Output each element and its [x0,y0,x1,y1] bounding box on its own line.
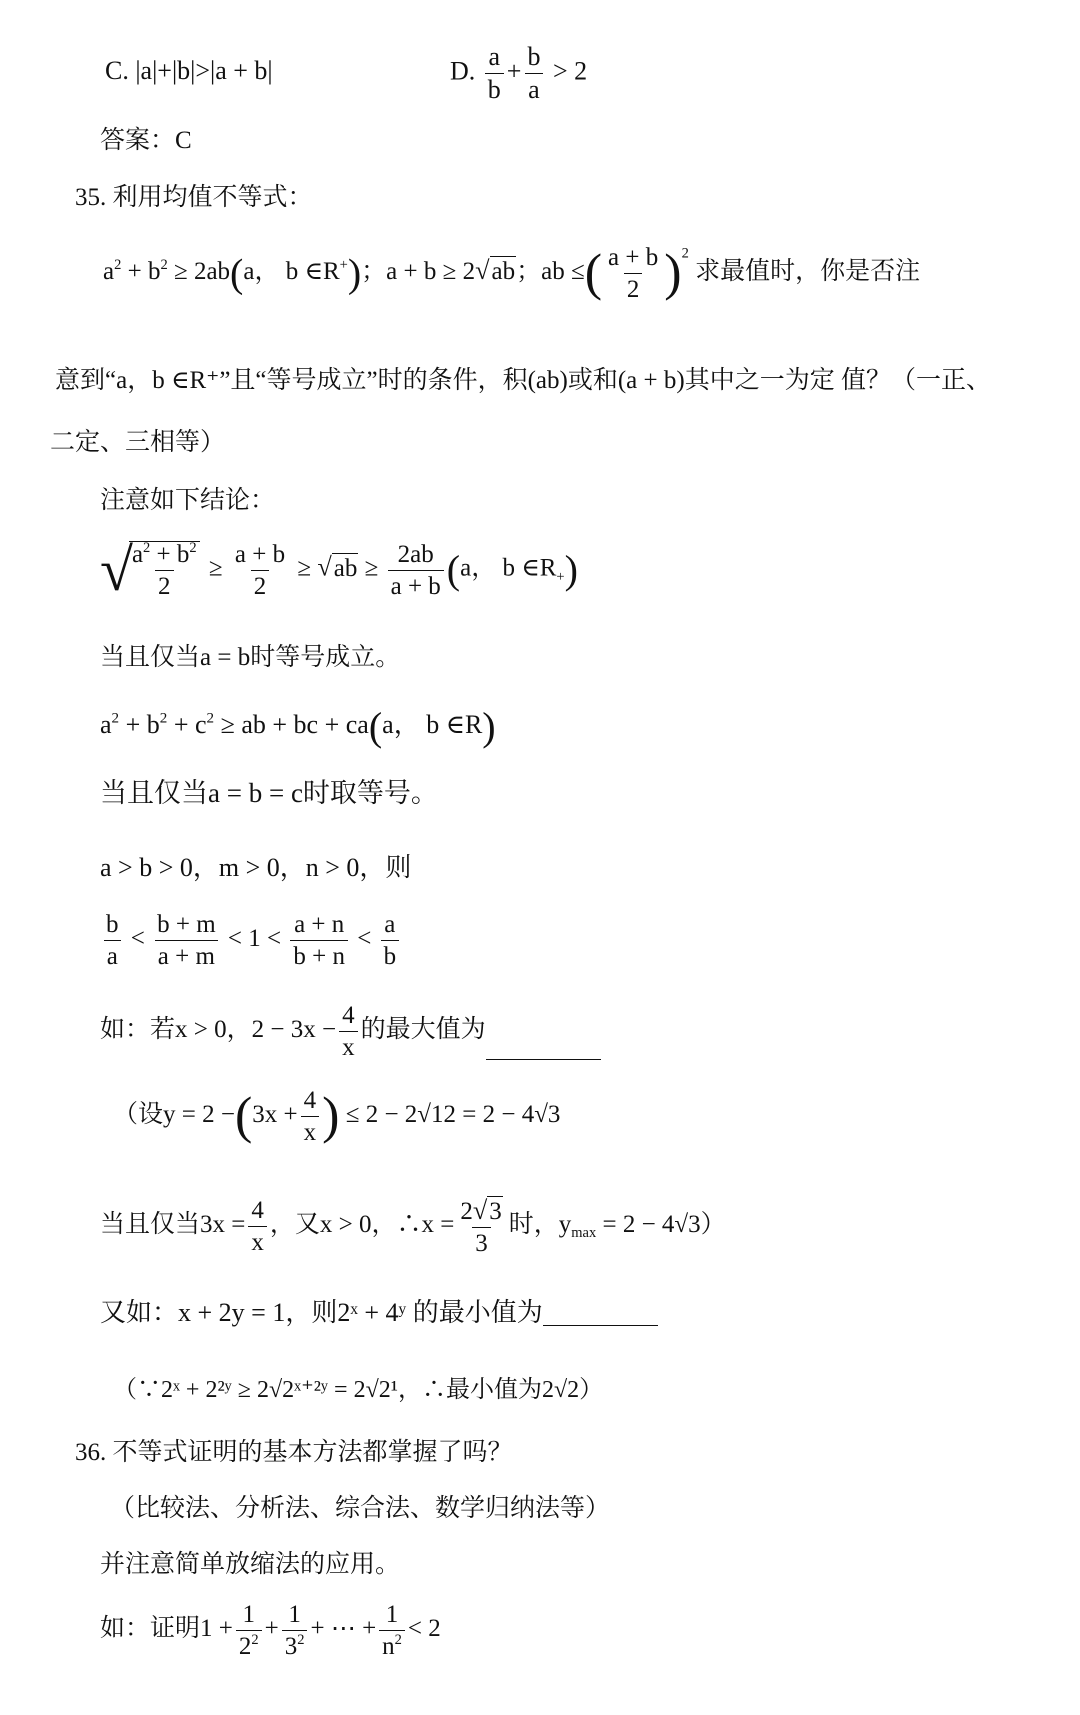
mean-inequality-tail: 求最值时，你是否注 [695,258,921,286]
solution-2-line: （∵2ˣ + 2²ʸ ≥ 2√2ˣ⁺²ʸ = 2√2¹，∴最小值为2√2） [113,1377,604,1403]
three-variable-inequality: $a^2 + b^2 + c^2$ ≥ ab + bc + ca(a， b ∈R) [100,704,496,749]
fraction-a-over-b: $\frac{a}{b}$ [485,44,504,103]
mean-chain-formula: √ $\frac{a^2 + b^2}{2}$ ≥ $\frac{a + b}{2}$ ≥ √ab ≥ $\frac{2ab}{a + b}$ (a， b $\in R_+$) [100,537,578,603]
question-36-note: 并注意简单放缩法的应用。 [100,1551,401,1578]
question-35-title: 35. 利用均值不等式： [75,184,313,211]
question-36-example-tail: < 2 [407,1615,441,1643]
equality-condition-2: 当且仅当a = b = c时取等号。 [100,778,438,808]
question-36-example-prefix: 如：证明1 + [100,1615,233,1643]
solution-1b-mid2: 时，y [508,1210,572,1238]
premise-line: a > b > 0，m > 0，n > 0，则 [100,853,412,882]
note-heading: 注意如下结论： [100,487,276,514]
example-2-text: 又如：x + 2y = 1，则2ˣ + 4ʸ 的最小值为 [100,1298,543,1327]
solution-1b-line: 当且仅当3x = $\frac{4}{x}$ ，又x > 0，∴x = $\frac{2√3}{3}$ 时，$y_{max} = 2 - 4√3$） [100,1196,726,1258]
equality-condition-1: 当且仅当a = b时等号成立。 [100,644,401,671]
option-c: C. |a|+|b|>|a + b| [105,56,273,85]
answer-line: 答案：C [100,127,192,154]
question-35-line2: 意到“a，b ∈R⁺”且“等号成立”时的条件，积(ab)或和(a + b)其中之一为定 值？（一正、 [55,367,991,394]
example-1-prefix: 如：若x > 0，2 − 3x − [100,1016,337,1044]
option-d-relation: > 2 [552,56,588,86]
answer-blank-2 [543,1325,658,1326]
example-2-line [100,1300,658,1326]
solution-1b-tail: = 2 − 4√3） [602,1210,726,1238]
answer-blank-1 [486,1059,601,1060]
formula-basic: $a^2 + b^2 \ge 2ab(a$， b ∈R+)；a + b ≥ 2√ab；ab ≤( $\frac{a + b}{2}$ )$^2$ [103,244,689,303]
solution-1-line: （设y = 2 −(3x + $\frac{4}{x}$ ) ≤ 2 − 2√12 = 2 − 4√3 [113,1087,561,1146]
solution-1b-mid: ，又x > 0，∴x = [269,1210,455,1238]
question-35-line3: 二定、三相等） [50,429,226,456]
question-36-title: 36. 不等式证明的基本方法都掌握了吗？ [75,1439,513,1466]
ratio-chain-formula: $\frac{b}{a}$ < $\frac{b + m}{a + m}$ < 1 < $\frac{a + n}{b + n}$ < $\frac{a}{b}$ [100,912,402,969]
option-d: D. $\frac{a}{b}$ + $\frac{b}{a}$ > 2 [450,42,588,104]
question-36-methods: （比较法、分析法、综合法、数学归纳法等） [110,1495,611,1522]
solution-1-prefix: （设y = 2 − [113,1101,235,1129]
solution-1-suffix: ≤ 2 − 2√12 = 2 − 4√3 [345,1101,561,1129]
example-1-line: 如：若x > 0，2 − 3x − $\frac{4}{x}$ 的最大值为 [100,1003,601,1060]
example-1-suffix: 的最大值为 [360,1016,486,1044]
solution-1b-prefix: 当且仅当3x = [100,1210,246,1238]
option-d-label: D. [450,56,476,86]
question-36-example: 如：证明1 + $\frac{1}{2^2}$ + $\frac{1}{3^2}$ + ⋯ + $\frac{1}{n^2}$ < 2 [100,1601,441,1660]
mean-inequality-line [103,245,920,302]
y-max-subscript: max [571,1224,597,1241]
fraction-b-over-a: $\frac{b}{a}$ [524,44,543,103]
